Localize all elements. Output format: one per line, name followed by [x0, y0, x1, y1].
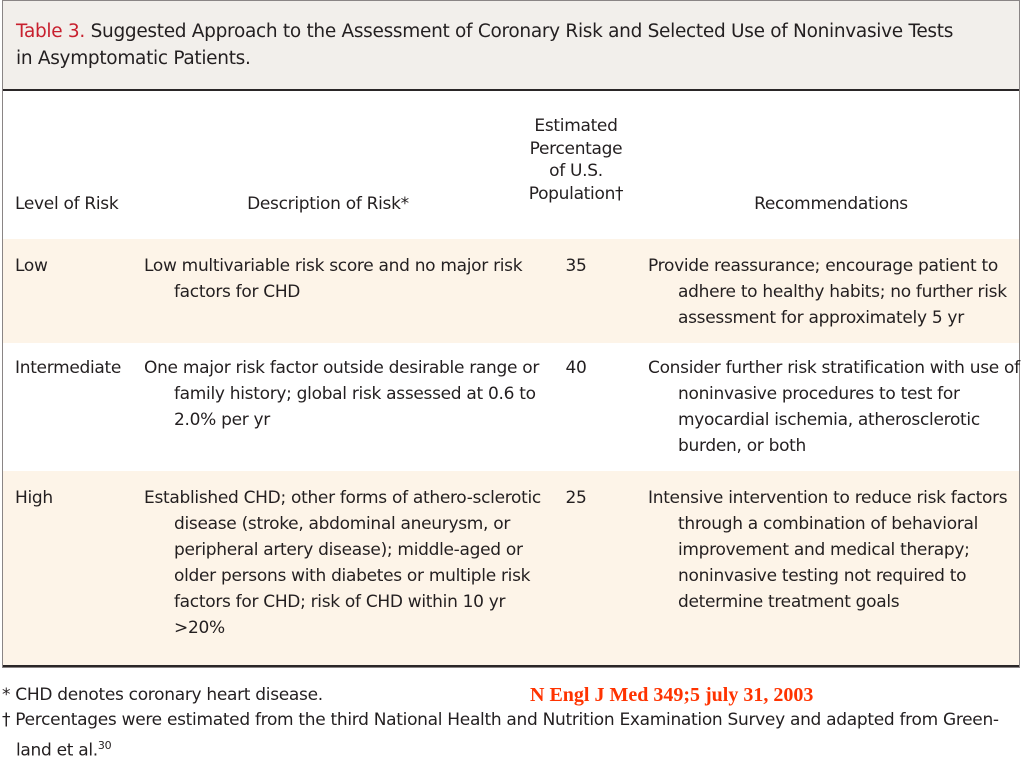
header-percentage-line: Estimated — [534, 116, 618, 136]
table-row — [3, 471, 1019, 665]
header-percentage-line: of U.S. — [549, 161, 603, 181]
table-title-bar — [3, 1, 1019, 91]
cell-percentage: 35 — [565, 256, 587, 276]
header-percentage-line: Percentage — [529, 138, 623, 159]
cell-recommendation: Intensive intervention to reduce risk factors through a combination of behavioral improvement and medical therapy; noninvasive testing not required to determine treatment goals — [648, 488, 1008, 612]
cell-recommendation: Provide reassurance; encourage patient to adhere to healthy habits; no further risk assessment for approximately 5 yr — [648, 256, 1007, 328]
cell-description: Established CHD; other forms of athero-sclerotic disease (stroke, abdominal aneurysm, or peripheral artery disease); middle-aged or older persons with diabetes or multiple risk factors for CHD; risk of CHD within 10 yr >20% — [144, 488, 541, 638]
table-frame — [2, 0, 1020, 668]
footnote-chd: * CHD denotes coronary heart disease. — [2, 685, 323, 705]
table-title-line2: in Asymptomatic Patients. — [16, 48, 251, 69]
footnote-reference: 30 — [97, 739, 112, 752]
journal-citation: N Engl J Med 349;5 july 31, 2003 — [530, 684, 814, 706]
table-row — [3, 343, 1019, 471]
header-percentage — [517, 115, 635, 205]
table-title — [16, 18, 956, 72]
cell-percentage: 40 — [565, 358, 587, 378]
footnote-percentages-text: † Percentages were estimated from the third National Health and Nutrition Examination Survey and adapted from Green-land et al. — [2, 710, 999, 761]
table-row — [3, 239, 1019, 343]
header-percentage-line: Population† — [528, 183, 624, 204]
table-bottom-rule — [3, 665, 1019, 667]
cell-description: One major risk factor outside desirable range or family history; global risk assessed at 0.6 to 2.0% per yr — [144, 358, 540, 430]
footnotes — [2, 683, 1020, 764]
cell-description: Low multivariable risk score and no major risk factors for CHD — [144, 256, 523, 302]
table-title-line1: Suggested Approach to the Assessment of Coronary Risk and Selected Use of Noninvasive Tests — [90, 21, 954, 42]
cell-level: Low — [15, 256, 48, 276]
header-description: Description of Risk* — [247, 194, 409, 214]
cell-level: High — [15, 488, 53, 508]
cell-percentage: 25 — [565, 488, 587, 508]
header-level-of-risk: Level of Risk — [15, 194, 119, 214]
cell-recommendation: Consider further risk stratification with use of noninvasive procedures to test for myocardial ischemia, atherosclerotic burden, or both — [648, 358, 1020, 456]
table-label: Table 3. — [16, 21, 85, 42]
header-recommendations: Recommendations — [754, 194, 908, 214]
footnote-percentages — [2, 708, 1020, 764]
cell-level: Intermediate — [15, 358, 122, 378]
